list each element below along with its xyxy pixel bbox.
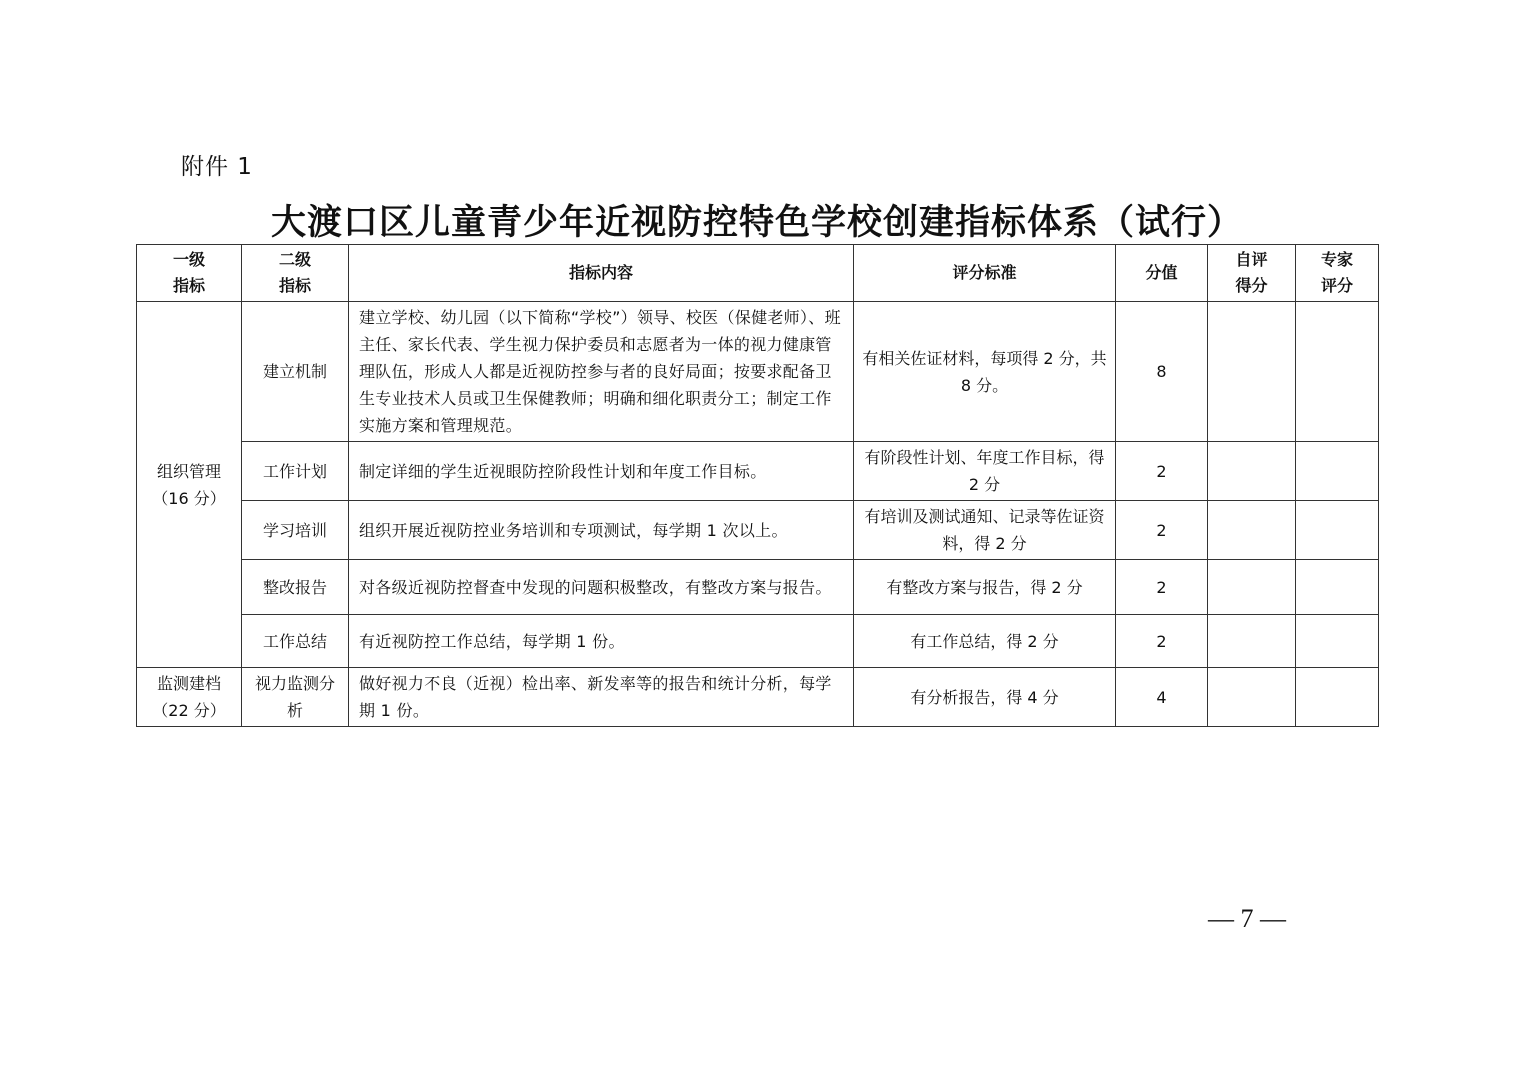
- header-self-line2: 得分: [1235, 276, 1268, 295]
- expert-score-cell: [1296, 501, 1379, 560]
- header-level1-line1: 一级: [172, 250, 205, 269]
- score-cell: 2: [1116, 560, 1208, 615]
- attachment-label: 附件 1: [181, 154, 253, 180]
- level2-cell: 整改报告: [242, 560, 349, 615]
- level2-cell: 学习培训: [242, 501, 349, 560]
- self-score-cell: [1208, 560, 1296, 615]
- level2-cell: 工作总结: [242, 615, 349, 668]
- level2-cell: 工作计划: [242, 442, 349, 501]
- table-row: [137, 560, 1379, 615]
- criteria-cell: 有工作总结，得 2 分: [854, 615, 1116, 668]
- score-cell: 2: [1116, 615, 1208, 668]
- self-score-cell: [1208, 302, 1296, 442]
- header-criteria: 评分标准: [854, 245, 1116, 302]
- level1-points: （16 分）: [152, 488, 226, 508]
- level1-points: （22 分）: [152, 701, 226, 720]
- content-cell: 有近视防控工作总结，每学期 1 份。: [349, 615, 854, 668]
- criteria-cell: 有相关佐证材料，每项得 2 分，共 8 分。: [854, 302, 1116, 442]
- document-title: 大渡口区儿童青少年近视防控特色学校创建指标体系（试行）: [270, 202, 1243, 243]
- expert-score-cell: [1296, 615, 1379, 668]
- expert-score-cell: [1296, 560, 1379, 615]
- content-cell: 对各级近视防控督查中发现的问题积极整改，有整改方案与报告。: [349, 560, 854, 615]
- content-cell: 做好视力不良（近视）检出率、新发率等的报告和统计分析，每学期 1 份。: [349, 668, 854, 727]
- level1-cell: [137, 302, 242, 668]
- level1-name: 监测建档: [156, 674, 221, 693]
- level1-name: 组织管理: [156, 461, 221, 481]
- table-row: [137, 668, 1379, 727]
- score-cell: 2: [1116, 501, 1208, 560]
- index-table: [136, 244, 1379, 727]
- table-row: [137, 615, 1379, 668]
- table-header-row: [137, 245, 1379, 302]
- self-score-cell: [1208, 615, 1296, 668]
- header-level2-line2: 指标: [278, 276, 311, 295]
- level2-cell: 建立机制: [242, 302, 349, 442]
- header-expert-line1: 专家: [1320, 250, 1353, 269]
- self-score-cell: [1208, 442, 1296, 501]
- score-cell: 2: [1116, 442, 1208, 501]
- header-self-line1: 自评: [1235, 250, 1268, 269]
- content-cell: 组织开展近视防控业务培训和专项测试，每学期 1 次以上。: [349, 501, 854, 560]
- table-row: [137, 442, 1379, 501]
- level2-cell: 视力监测分析: [242, 668, 349, 727]
- level1-cell: [137, 668, 242, 727]
- header-expert-line2: 评分: [1320, 276, 1353, 295]
- header-level2-line1: 二级: [278, 250, 311, 269]
- page-number: — 7 —: [1208, 904, 1286, 933]
- content-cell: 制定详细的学生近视眼防控阶段性计划和年度工作目标。: [349, 442, 854, 501]
- header-self: [1208, 245, 1296, 302]
- criteria-cell: 有分析报告，得 4 分: [854, 668, 1116, 727]
- score-cell: 8: [1116, 302, 1208, 442]
- self-score-cell: [1208, 668, 1296, 727]
- self-score-cell: [1208, 501, 1296, 560]
- content-cell: 建立学校、幼儿园（以下简称“学校”）领导、校医（保健老师）、班主任、家长代表、学生视力保护委员和志愿者为一体的视力健康管理队伍，形成人人都是近视防控参与者的良好局面；按要求配备卫生专业技术人员或卫生保健教师；明确和细化职责分工；制定工作实施方案和管理规范。: [349, 302, 854, 442]
- criteria-cell: 有阶段性计划、年度工作目标，得 2 分: [854, 442, 1116, 501]
- score-cell: 4: [1116, 668, 1208, 727]
- header-level1-line2: 指标: [172, 276, 205, 295]
- expert-score-cell: [1296, 668, 1379, 727]
- header-expert: [1296, 245, 1379, 302]
- table-row: [137, 302, 1379, 442]
- header-level2: [242, 245, 349, 302]
- table-row: [137, 501, 1379, 560]
- expert-score-cell: [1296, 302, 1379, 442]
- criteria-cell: 有整改方案与报告，得 2 分: [854, 560, 1116, 615]
- header-score: 分值: [1116, 245, 1208, 302]
- criteria-cell: 有培训及测试通知、记录等佐证资料，得 2 分: [854, 501, 1116, 560]
- expert-score-cell: [1296, 442, 1379, 501]
- header-content: 指标内容: [349, 245, 854, 302]
- header-level1: [137, 245, 242, 302]
